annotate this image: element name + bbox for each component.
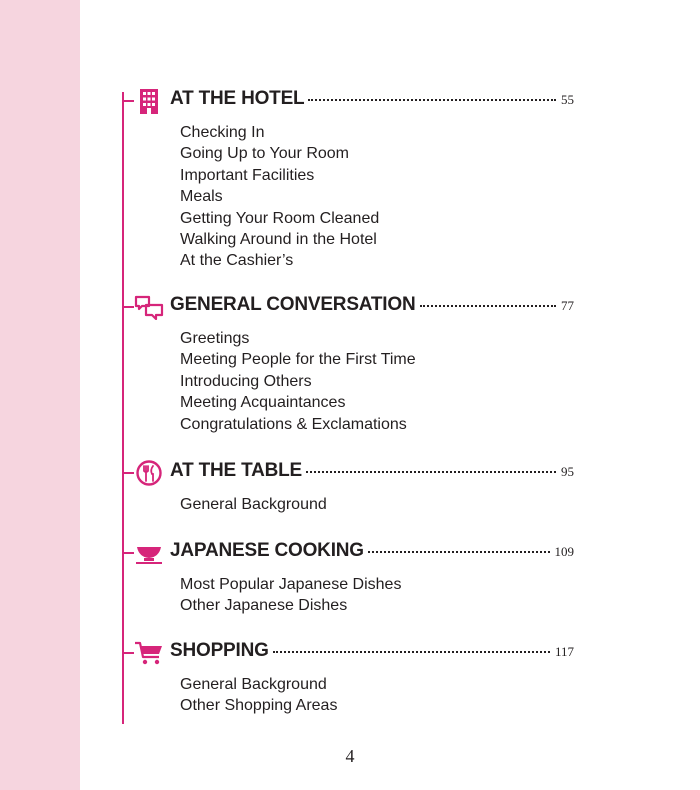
toc-section-conversation: [122, 294, 582, 435]
toc-item[interactable]: At the Cashier’s: [180, 252, 294, 270]
hotel-building-icon: [134, 88, 164, 114]
toc-item[interactable]: Checking In: [180, 124, 265, 141]
toc-item[interactable]: Important Facilities: [180, 166, 315, 184]
toc-section-heading[interactable]: [122, 88, 582, 116]
page-number: 4: [345, 746, 355, 766]
connector-tick: [122, 472, 134, 474]
dot-leader: [420, 305, 557, 307]
section-title: AT THE TABLE: [170, 460, 302, 481]
dot-leader: [306, 471, 556, 473]
toc-item[interactable]: Greetings: [180, 330, 250, 347]
section-title: JAPANESE COOKING: [170, 540, 364, 561]
toc-item[interactable]: Congratulations & Exclamations: [180, 415, 407, 433]
toc-section-hotel: [122, 88, 582, 272]
section-page-number: 95: [561, 464, 574, 479]
dot-leader: [308, 99, 556, 101]
toc-item[interactable]: Most Popular Japanese Dishes: [180, 576, 402, 593]
toc-item[interactable]: General Background: [180, 496, 327, 513]
connector-tick: [122, 306, 134, 308]
toc-item[interactable]: Meals: [180, 188, 223, 206]
page-edge-band: [0, 0, 80, 790]
toc-item[interactable]: Going Up to Your Room: [180, 145, 349, 163]
shopping-cart-icon: [134, 640, 164, 666]
toc-section-cooking: [122, 540, 582, 617]
section-title: SHOPPING: [170, 640, 269, 661]
fork-knife-icon: [134, 460, 164, 486]
section-page-number: 117: [554, 644, 574, 659]
toc-item[interactable]: Meeting People for the First Time: [180, 351, 416, 369]
section-page-number: 109: [554, 544, 574, 559]
toc-section-table: [122, 460, 582, 515]
section-title: GENERAL CONVERSATION: [170, 294, 416, 315]
toc-section-heading[interactable]: [122, 460, 582, 488]
toc-item[interactable]: Other Japanese Dishes: [180, 597, 348, 615]
section-page-number: 77: [561, 298, 574, 313]
speech-bubbles-icon: [134, 294, 164, 320]
section-page-number: 55: [561, 92, 574, 107]
toc-item[interactable]: Getting Your Room Cleaned: [180, 209, 380, 227]
connector-tick: [122, 552, 134, 554]
toc-section-heading[interactable]: [122, 540, 582, 568]
toc-item[interactable]: Meeting Acquaintances: [180, 394, 346, 412]
connector-tick: [122, 652, 134, 654]
section-title: AT THE HOTEL: [170, 88, 305, 109]
toc-item[interactable]: General Background: [180, 676, 327, 693]
toc-item[interactable]: Other Shopping Areas: [180, 697, 338, 715]
rice-bowl-icon: [134, 540, 164, 566]
toc-section-heading[interactable]: [122, 294, 582, 322]
toc-section-heading[interactable]: [122, 640, 582, 668]
toc-item[interactable]: Introducing Others: [180, 372, 312, 390]
toc-item[interactable]: Walking Around in the Hotel: [180, 231, 377, 249]
dot-leader: [273, 651, 550, 653]
toc-section-shopping: [122, 640, 582, 717]
dot-leader: [368, 551, 550, 553]
connector-tick: [122, 100, 134, 102]
